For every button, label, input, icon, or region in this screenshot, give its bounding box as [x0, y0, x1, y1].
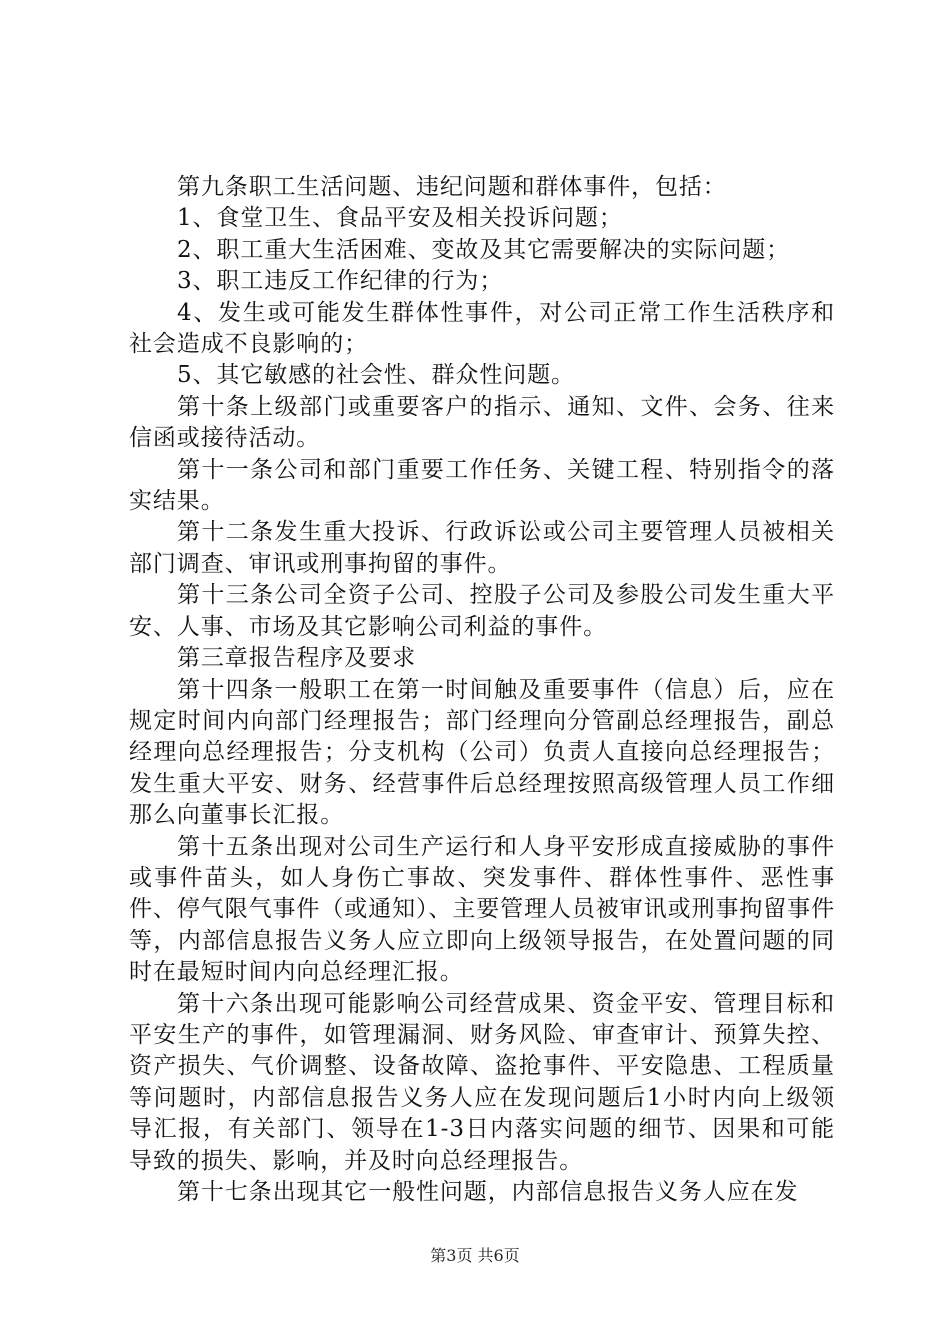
paragraph-article-11: 第十一条公司和部门重要工作任务、关键工程、特别指令的落实结果。: [129, 456, 835, 515]
paragraph-article-17: 第十七条出现其它一般性问题，内部信息报告义务人应在发: [177, 1179, 799, 1205]
paragraph-article-15: 第十五条出现对公司生产运行和人身平安形成直接威胁的事件或事件苗头，如人身伤亡事故、突发事件、群体性事件、恶性事件、停气限气事件（或通知）、主要管理人员被审讯或刑事拘留事件等，内部信息报告义务人应立即向上级领导报告，在处置问题的同时在最短时间内向总经理汇报。: [129, 833, 835, 986]
paragraph-article-10: 第十条上级部门或重要客户的指示、通知、文件、会务、往来信函或接待活动。: [129, 393, 835, 452]
paragraph-item-5: 5、其它敏感的社会性、群众性问题。: [177, 362, 575, 389]
paragraph-article-12: 第十二条发生重大投诉、行政诉讼或公司主要管理人员被相关部门调查、审讯或刑事拘留的事件。: [129, 519, 835, 577]
paragraph-item-3: 3、职工违反工作纪律的行为；: [177, 268, 504, 295]
paragraph-article-16: 第十六条出现可能影响公司经营成果、资金平安、管理目标和平安生产的事件，如管理漏洞、财务风险、审查审计、预算失控、资产损失、气价调整、设备故障、盗抢事件、平安隐患、工程质量等问题时，内部信息报告义务人应在发现问题后1小时内向上级领导汇报，有关部门、领导在1-3日内落实问题的细节、因果和可能导致的损失、影响，并及时向总经理报告。: [129, 990, 835, 1174]
paragraph-article-9: 第九条职工生活问题、违纪问题和群体事件，包括：: [177, 174, 727, 200]
paragraph-item-2: 2、职工重大生活困难、变故及其它需要解决的实际问题；: [177, 236, 791, 263]
paragraph-item-4: 4、发生或可能发生群体性事件，对公司正常工作生活秩序和社会造成不良影响的；: [129, 299, 835, 358]
document-body: [129, 172, 835, 1208]
paragraph-article-14: 第十四条一般职工在第一时间触及重要事件（信息）后，应在规定时间内向部门经理报告；部门经理向分管副总经理报告，副总经理向总经理报告；分支机构（公司）负责人直接向总经理报告；发生重大平安、财务、经营事件后总经理按照高级管理人员工作细那么向董事长汇报。: [129, 676, 835, 829]
paragraph-item-1: 1、食堂卫生、食品平安及相关投诉问题；: [177, 205, 623, 232]
paragraph-article-13: 第十三条公司全资子公司、控股子公司及参股公司发生重大平安、人事、市场及其它影响公司利益的事件。: [129, 582, 835, 640]
page-number-footer: 第3页 共6页: [430, 1246, 520, 1265]
chapter-heading: 第三章报告程序及要求: [177, 645, 416, 672]
